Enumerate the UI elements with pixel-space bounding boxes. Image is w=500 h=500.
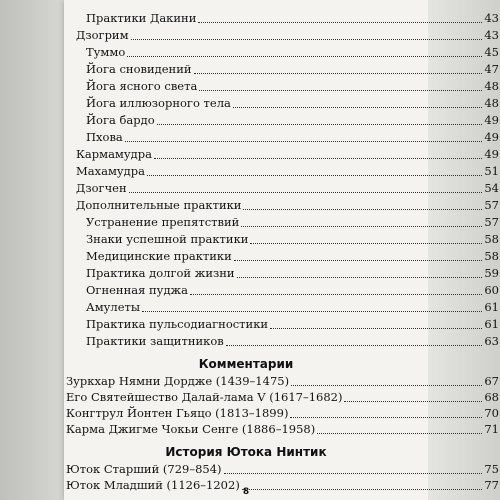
toc-entry-title: Практика пульсодиагностики <box>86 317 269 331</box>
toc-entry-title: Йога сновидений <box>86 62 192 76</box>
toc-entry-title: Практики защитников <box>86 334 224 348</box>
toc-entry-title: Огненная пуджа <box>86 283 188 297</box>
toc-entry <box>76 197 499 214</box>
leader-dots <box>234 260 483 261</box>
toc-entry <box>66 421 499 438</box>
toc-entry-title: Практика долгой жизни <box>86 266 235 280</box>
toc-entry <box>86 214 499 231</box>
leader-dots <box>237 277 483 278</box>
leader-dots <box>242 489 483 490</box>
toc-entry <box>86 10 499 27</box>
toc-entry <box>86 299 499 316</box>
toc-entry-page: 49 <box>484 113 499 127</box>
toc-entry-title: Его Святейшество Далай-лама V (1617–1682) <box>66 390 343 404</box>
leader-dots <box>198 22 482 23</box>
leader-dots <box>194 73 483 74</box>
toc-entry-page: 77 <box>484 478 499 492</box>
toc-entry <box>76 146 499 163</box>
toc-entry <box>86 95 499 112</box>
leader-dots <box>224 473 483 474</box>
toc-entry <box>86 129 499 146</box>
toc-entry-title: Кармамудра <box>76 147 152 161</box>
toc-entry <box>86 248 499 265</box>
book-gutter-shadow <box>0 0 64 500</box>
toc-entry-page: 59 <box>484 266 499 280</box>
leader-dots <box>127 56 482 57</box>
toc-entry-title: Зуркхар Нямни Дордже (1439–1475) <box>66 374 290 388</box>
leader-dots <box>291 385 482 386</box>
toc-entry <box>86 61 499 78</box>
toc-entry <box>66 389 499 406</box>
leader-dots <box>147 175 482 176</box>
toc-entry <box>86 231 499 248</box>
toc-entry <box>66 405 499 422</box>
section-heading-history: История Ютока Нинтик <box>165 445 327 459</box>
toc-entry-title: Юток Младший (1126–1202) <box>66 478 240 492</box>
toc-entry <box>86 44 499 61</box>
toc-entry-page: 68 <box>484 390 499 404</box>
toc-entry-page: 61 <box>484 317 499 331</box>
toc-entry-page: 47 <box>484 62 499 76</box>
toc-entry <box>86 333 499 350</box>
toc-entry <box>66 461 499 478</box>
leader-dots <box>270 328 482 329</box>
toc-entry <box>66 477 499 494</box>
leader-dots <box>243 209 482 210</box>
toc-entry-page: 75 <box>484 462 499 476</box>
toc-entry-page: 43 <box>484 11 499 25</box>
toc-entry-title: Туммо <box>86 45 126 59</box>
toc-entry-title: Юток Старший (729–854) <box>66 462 222 476</box>
toc-entry <box>86 316 499 333</box>
toc-entry-title: Йога бардо <box>86 113 155 127</box>
toc-entry-title: Амулеты <box>86 300 141 314</box>
leader-dots <box>190 294 482 295</box>
toc-entry-title: Медицинские практики <box>86 249 232 263</box>
toc-entry-page: 48 <box>484 79 499 93</box>
toc-entry-title: Дополнительные практики <box>76 198 242 212</box>
toc-entry-page: 49 <box>484 130 499 144</box>
toc-entry-title: Конгтрул Йонтен Гьяцо (1813–1899) <box>66 406 289 420</box>
page-number: 8 <box>242 487 250 497</box>
toc-entry-title: Дзогрим <box>76 28 129 42</box>
leader-dots <box>241 226 482 227</box>
toc-entry-page: 48 <box>484 96 499 110</box>
toc-entry-page: 58 <box>484 232 499 246</box>
toc-entry-page: 67 <box>484 374 499 388</box>
toc-entry-title: Махамудра <box>76 164 145 178</box>
toc-entry-title: Йога иллюзорного тела <box>86 96 231 110</box>
toc-entry <box>66 373 499 390</box>
leader-dots <box>154 158 482 159</box>
toc-entry-page: 43 <box>484 28 499 42</box>
toc-entry <box>76 180 499 197</box>
leader-dots <box>250 243 482 244</box>
leader-dots <box>199 90 482 91</box>
toc-entry-page: 57 <box>484 198 499 212</box>
leader-dots <box>142 311 482 312</box>
toc-entry-title: Йога ясного света <box>86 79 198 93</box>
leader-dots <box>125 141 483 142</box>
leader-dots <box>129 192 483 193</box>
leader-dots <box>157 124 483 125</box>
leader-dots <box>344 401 482 402</box>
toc-entry-page: 57 <box>484 215 499 229</box>
toc-entry-page: 49 <box>484 147 499 161</box>
toc-entry-page: 54 <box>484 181 499 195</box>
leader-dots <box>131 39 483 40</box>
leader-dots <box>233 107 483 108</box>
toc-entry-title: Пхова <box>86 130 123 144</box>
toc-entry-page: 51 <box>484 164 499 178</box>
toc-entry-page: 60 <box>484 283 499 297</box>
toc-entry-page: 45 <box>484 45 499 59</box>
toc-entry <box>86 112 499 129</box>
leader-dots <box>317 433 482 434</box>
section-heading-commentary: Комментарии <box>198 357 294 371</box>
toc-entry <box>76 163 499 180</box>
toc-entry-page: 63 <box>484 334 499 348</box>
toc-entry-title: Дзогчен <box>76 181 127 195</box>
toc-entry-title: Практики Дакини <box>86 11 197 25</box>
leader-dots <box>290 417 482 418</box>
toc-entry <box>76 27 499 44</box>
toc-entry-page: 71 <box>484 422 499 436</box>
toc-entry <box>86 282 499 299</box>
toc-entry-page: 58 <box>484 249 499 263</box>
toc-entry <box>86 265 499 282</box>
toc-entry-title: Устранение препятствий <box>86 215 240 229</box>
toc-entry <box>86 78 499 95</box>
toc-entry-title: Карма Джигме Чокьи Сенге (1886–1958) <box>66 422 316 436</box>
toc-entry-page: 70 <box>484 406 499 420</box>
toc-entry-page: 61 <box>484 300 499 314</box>
leader-dots <box>226 345 483 346</box>
toc-entry-title: Знаки успешной практики <box>86 232 249 246</box>
